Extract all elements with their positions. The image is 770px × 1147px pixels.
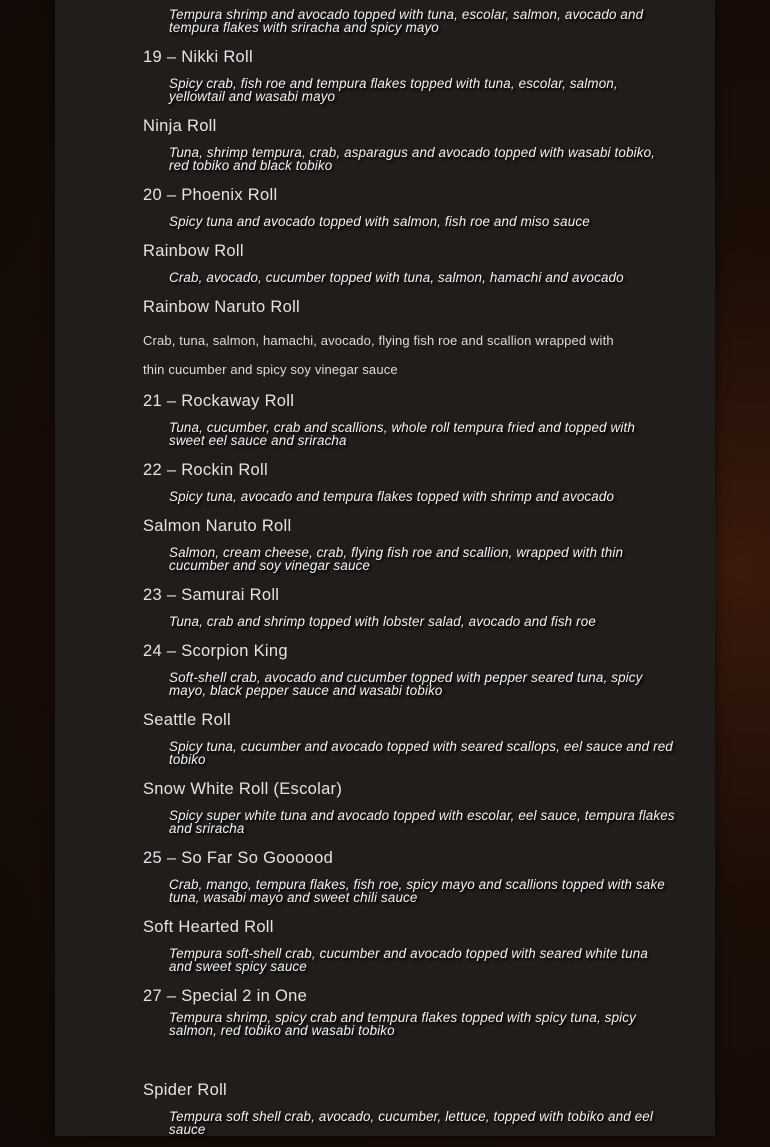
menu-item [143, 583, 743, 628]
menu-item-title: Rainbow Naruto Roll [143, 298, 301, 316]
menu-item-description: Soft-shell crab, avocado and cucumber topped with pepper seared tuna, spicy mayo, black pepper sauce and wasabi tobiko [169, 670, 643, 698]
menu-item [143, 8, 743, 34]
menu-item-description: Spicy tuna, avocado and tempura flakes topped with shrimp and avocado [169, 489, 615, 504]
menu-item-title: 20 – Phoenix Roll [143, 186, 278, 204]
menu-item-description: Tuna, crab and shrimp topped with lobster salad, avocado and fish roe [169, 614, 596, 629]
menu-item-title: 24 – Scorpion King [143, 642, 288, 660]
menu-item-description: Tempura soft-shell crab, cucumber and avocado topped with seared white tuna and sweet spicy sauce [169, 946, 648, 974]
menu-item [143, 295, 743, 384]
menu-item-title: Soft Hearted Roll [143, 918, 274, 936]
menu-item-title: Rainbow Roll [143, 242, 244, 260]
menu-item-title: Spider Roll [143, 1081, 228, 1099]
menu-item-description: Tuna, shrimp tempura, crab, asparagus and avocado topped with wasabi tobiko, red tobiko and black tobiko [169, 145, 656, 173]
menu-list [143, 8, 743, 1147]
menu-item-title: Snow White Roll (Escolar) [143, 780, 343, 798]
menu-item-description: Tempura shrimp and avocado topped with tuna, escolar, salmon, avocado and tempura flakes with sriracha and spicy mayo [169, 7, 644, 35]
menu-item [143, 1078, 743, 1136]
menu-item-title: Seattle Roll [143, 711, 231, 729]
menu-item-description: Spicy super white tuna and avocado topped with escolar, eel sauce, tempura flakes and sriracha [169, 808, 675, 836]
menu-item [143, 45, 743, 103]
menu-item-description: Crab, mango, tempura flakes, fish roe, spicy mayo and scallions topped with sake tuna, wasabi mayo and sweet chili sauce [169, 877, 665, 905]
menu-item-title: 21 – Rockaway Roll [143, 392, 295, 410]
menu-item [143, 514, 743, 572]
menu-item-description: Tempura shrimp, spicy crab and tempura flakes topped with spicy tuna, spicy salmon, red tobiko and wasabi tobiko [169, 1010, 636, 1038]
menu-item [143, 639, 743, 697]
menu-item-title: 23 – Samurai Roll [143, 586, 280, 604]
menu-item-title: Salmon Naruto Roll [143, 517, 292, 535]
menu-item [143, 984, 743, 1037]
menu-item [143, 389, 743, 447]
menu-item-title: 22 – Rockin Roll [143, 461, 268, 479]
menu-item-description: Tempura soft shell crab, avocado, cucumber, lettuce, topped with tobiko and eel sauce [169, 1109, 654, 1137]
menu-item [143, 846, 743, 904]
menu-item-description: Crab, avocado, cucumber topped with tuna, salmon, hamachi and avocado [169, 270, 624, 285]
menu-item-title: 25 – So Far So Goooood [143, 849, 334, 867]
menu-item-description: Spicy tuna and avocado topped with salmon, fish roe and miso sauce [169, 214, 590, 229]
menu-item [143, 777, 743, 835]
menu-panel [55, 0, 715, 1136]
menu-item-description: Salmon, cream cheese, crab, flying fish roe and scallion, wrapped with thin cucumber and soy vinegar sauce [169, 545, 624, 573]
menu-item-title: 19 – Nikki Roll [143, 48, 253, 66]
menu-item [143, 239, 743, 284]
menu-item-description: Spicy crab, fish roe and tempura flakes topped with tuna, escolar, salmon, yellowtail and wasabi mayo [169, 76, 618, 104]
menu-item-description: Crab, tuna, salmon, hamachi, avocado, flying fish roe and scallion wrapped with thin cucumber and spicy soy vinegar sauce [143, 333, 614, 377]
menu-item [143, 183, 743, 228]
menu-item-description: Tuna, cucumber, crab and scallions, whole roll tempura fried and topped with sweet eel sauce and sriracha [169, 420, 635, 448]
menu-item [143, 708, 743, 766]
menu-item-title: 27 – Special 2 in One [143, 987, 308, 1005]
menu-item [143, 915, 743, 973]
menu-item [143, 458, 743, 503]
menu-item-title: Ninja Roll [143, 117, 217, 135]
menu-item [143, 114, 743, 172]
menu-item-description: Spicy tuna, cucumber and avocado topped with seared scallops, eel sauce and red tobiko [169, 739, 673, 767]
